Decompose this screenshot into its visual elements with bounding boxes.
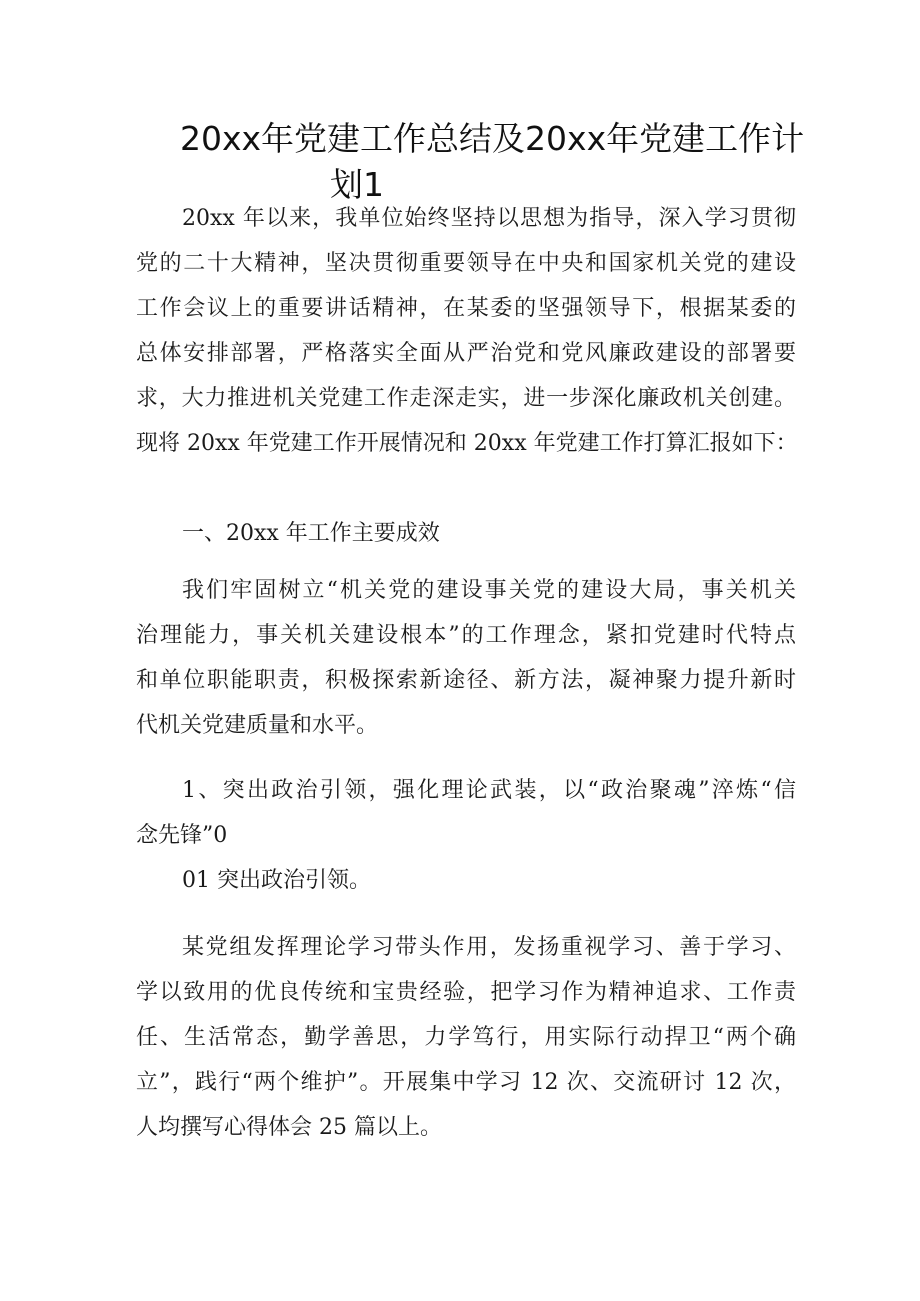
paragraph-line: 立”，践行“两个维护”。开展集中学习 12 次、交流研讨 12 次， [136, 1070, 796, 1095]
document-title-line-2: 划1 [330, 165, 384, 204]
paragraph-line: 任、生活常态，勤学善思，力学笃行，用实际行动捍卫“两个确 [136, 1025, 796, 1050]
paragraph-line: 20xx 年以来，我单位始终坚持以思想为指导，深入学习贯彻 [182, 206, 796, 231]
paragraph-line: 代机关党建质量和水平。 [136, 713, 379, 738]
subsection-heading [136, 768, 796, 858]
paragraph-concept [136, 568, 796, 748]
paragraph-intro [136, 196, 796, 466]
paragraph-line: 学以致用的优良传统和宝贵经验，把学习作为精神追求、工作责 [136, 980, 796, 1005]
paragraph-line: 人均撰写心得体会 25 篇以上。 [136, 1115, 442, 1140]
section-heading-text: 一、20xx 年工作主要成效 [182, 521, 440, 546]
paragraph-line: 和单位职能职责，积极探索新途径、新方法，凝神聚力提升新时 [136, 668, 796, 693]
paragraph-study [136, 925, 796, 1150]
paragraph-line: 工作会议上的重要讲话精神，在某委的坚强领导下，根据某委的 [136, 296, 796, 321]
sub-subsection-heading [136, 858, 796, 903]
document-title-line-1: 20xx年党建工作总结及20xx年党建工作计 [180, 119, 805, 158]
paragraph-line: 01 突出政治引领。 [182, 868, 371, 893]
paragraph-line: 党的二十大精神，坚决贯彻重要领导在中央和国家机关党的建设 [136, 251, 796, 276]
paragraph-line: 总体安排部署，严格落实全面从严治党和党风廉政建设的部署要 [136, 341, 796, 366]
paragraph-line: 某党组发挥理论学习带头作用，发扬重视学习、善于学习、 [182, 935, 796, 960]
paragraph-line: 我们牢固树立“机关党的建设事关党的建设大局，事关机关 [182, 578, 796, 603]
paragraph-line: 求，大力推进机关党建工作走深走实，进一步深化廉政机关创建。 [136, 386, 796, 411]
section-heading [136, 511, 796, 556]
paragraph-line: 1、突出政治引领，强化理论武装，以“政治聚魂”淬炼“信 [182, 778, 796, 803]
paragraph-line: 现将 20xx 年党建工作开展情况和 20xx 年党建工作打算汇报如下： [136, 431, 798, 456]
paragraph-line: 念先锋”0 [136, 823, 228, 848]
paragraph-line: 治理能力，事关机关建设根本”的工作理念，紧扣党建时代特点 [136, 623, 796, 648]
